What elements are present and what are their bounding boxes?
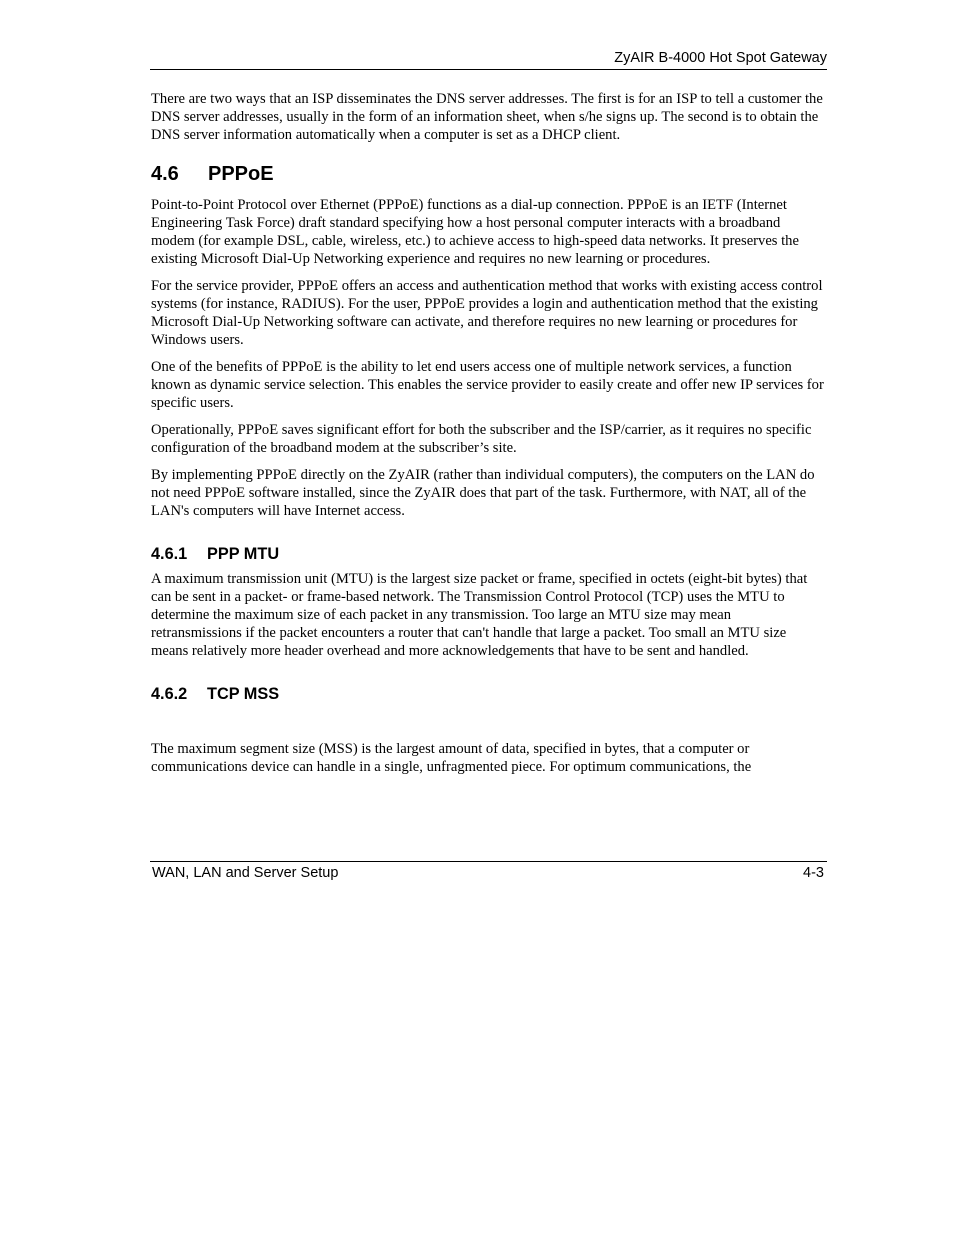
pppoe-paragraph-3: One of the benefits of PPPoE is the ability to let end users access one of multiple network services, a function known as dynamic service selection. This enables the service provider to easily create and offer new IP services for specific users. — [151, 359, 824, 411]
subsection-title: PPP MTU — [207, 545, 280, 563]
footer-rule — [150, 861, 827, 862]
running-header: ZyAIR B-4000 Hot Spot Gateway — [614, 50, 827, 66]
pppoe-paragraph-2: For the service provider, PPPoE offers an access and authentication method that works with existing access control systems (for instance, RADIUS). For the user, PPPoE provides a login and authentication method that the existing Microsoft Dial-Up Networking software can activate, and therefore requires no new learning or procedures for Windows users. — [151, 278, 823, 348]
pppoe-paragraph-5: By implementing PPPoE directly on the ZyAIR (rather than individual computers), the computers on the LAN do not need PPPoE software installed, since the ZyAIR does that part of the task. Furthermore, with NAT, all of the LAN's computers will have Internet access. — [151, 467, 815, 519]
section-title: PPPoE — [208, 163, 274, 185]
pppoe-paragraph-1: Point-to-Point Protocol over Ethernet (PPPoE) functions as a dial-up connection. PPPoE is an IETF (Internet Engineering Task Force) draft standard specifying how a host personal computer interacts with a broadband modem (for example DSL, cable, wireless, etc.) to achieve access to high-speed data networks. It preserves the existing Microsoft Dial-Up Networking experience and requires no new learning or procedures. — [151, 197, 799, 267]
subsection-title: TCP MSS — [207, 685, 280, 703]
subsection-number: 4.6.2 — [151, 685, 188, 703]
ppp-mtu-paragraph: A maximum transmission unit (MTU) is the largest size packet or frame, specified in octets (eight-bit bytes) that can be sent in a packet- or frame-based network. The Transmission Control Protocol (TCP) uses the MTU to determine the maximum size of each packet in any transmission. Too large an MTU size may mean retransmissions if the packet encounters a router that can't handle that large a packet. Too small an MTU size means relatively more header overhead and more acknowledgements that have to be sent and handled. — [151, 571, 808, 659]
subsection-heading-ppp-mtu — [151, 544, 825, 564]
intro-paragraph: There are two ways that an ISP disseminates the DNS server addresses. The first is for an ISP to tell a customer the DNS server addresses, usually in the form of an information sheet, when s/he signs up. The second is to obtain the DNS server information automatically when a computer is set as a DHCP client. — [151, 91, 823, 143]
section-heading-pppoe — [151, 162, 825, 186]
body-text — [151, 90, 825, 785]
pppoe-paragraph-4: Operationally, PPPoE saves significant effort for both the subscriber and the ISP/carrier, as it requires no specific configuration of the broadband modem at the subscriber’s site. — [151, 422, 812, 456]
header-rule — [150, 69, 827, 70]
footer-page-number: 4-3 — [803, 865, 824, 881]
tcp-mss-paragraph: The maximum segment size (MSS) is the largest amount of data, specified in bytes, that a computer or communications device can handle in a single, unfragmented piece. For optimum communications, the — [151, 741, 752, 775]
subsection-heading-tcp-mss — [151, 684, 825, 704]
footer-chapter: WAN, LAN and Server Setup — [152, 865, 339, 881]
section-number: 4.6 — [151, 163, 179, 185]
subsection-number: 4.6.1 — [151, 545, 188, 563]
